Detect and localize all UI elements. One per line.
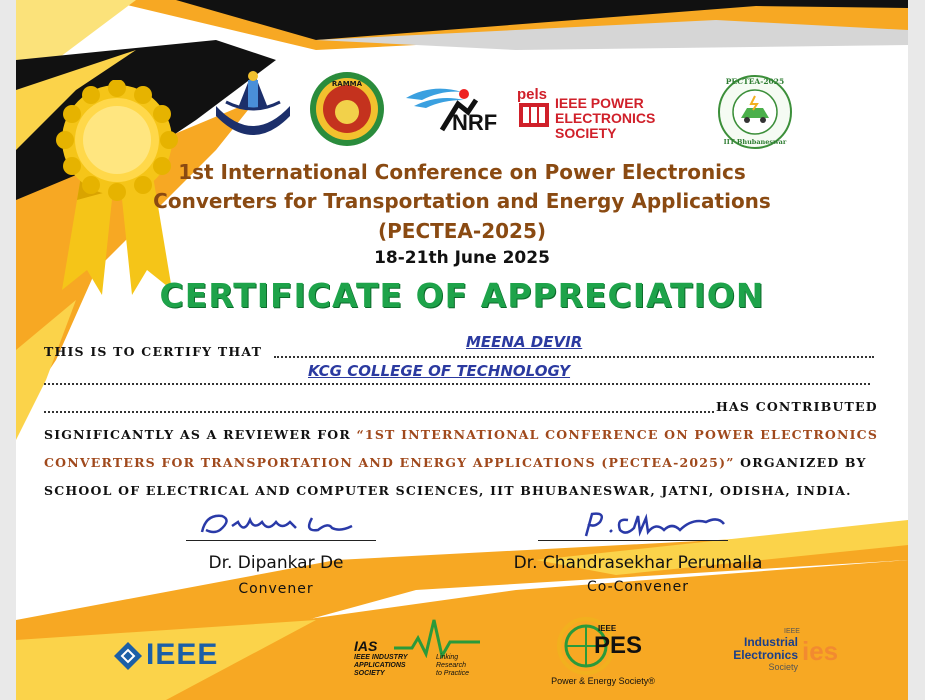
convener-role: Convener <box>238 581 314 597</box>
svg-text:RAMMA: RAMMA <box>331 80 363 88</box>
signature-convener <box>192 508 372 540</box>
pes-short: PES <box>594 632 643 659</box>
pectea-badge <box>717 74 793 150</box>
pels-logo <box>517 86 717 141</box>
ieee-logo <box>114 638 254 678</box>
pes-logo <box>538 614 668 690</box>
pectea-badge-bottom: IIT Bhubaneswar <box>723 138 787 146</box>
certificate <box>16 0 908 700</box>
name-dotted-line <box>274 356 874 358</box>
institution-name: KCG COLLEGE OF TECHNOLOGY <box>308 362 571 380</box>
ias-tagline2: Research <box>436 662 466 669</box>
has-contributed: HAS CONTRIBUTED <box>716 399 878 414</box>
ias-line3: SOCIETY <box>354 670 385 677</box>
ias-waveform-icon <box>392 618 482 658</box>
pels-emblem-icon <box>519 103 549 127</box>
pels-name-line1: IEEE POWER <box>555 95 644 111</box>
ias-line1: IEEE INDUSTRY <box>354 654 408 661</box>
body-line1 <box>44 427 879 442</box>
pectea-badge-top: PECTEA-2025 <box>725 77 785 86</box>
contribution-dotted-line <box>44 411 714 413</box>
signature-line-convener <box>186 540 376 541</box>
ies-line3: Society <box>768 662 798 672</box>
body-line3: SCHOOL OF ELECTRICAL AND COMPUTER SCIENCES, IIT BHUBANESWAR, JATNI, ODISHA, INDIA. <box>44 483 852 498</box>
ies-top: IEEE <box>784 628 800 635</box>
ias-logo <box>354 618 484 684</box>
signature-co-convener <box>576 508 736 540</box>
conference-title-line2: Converters for Transportation and Energy Applications <box>153 189 771 213</box>
co-convener-role: Co-Convener <box>586 579 689 595</box>
ias-tagline1: Linking <box>436 654 459 661</box>
institution-dotted-line <box>44 383 870 385</box>
ias-line2: APPLICATIONS <box>354 662 406 669</box>
pels-name-line2: ELECTRONICS SOCIETY <box>555 110 656 141</box>
conference-title-line1: 1st International Conference on Power Electronics <box>178 160 746 184</box>
ramma-logo-icon <box>308 70 386 148</box>
body-line2 <box>44 455 874 470</box>
signature-convener-scribble <box>192 508 372 540</box>
ies-mark: ies <box>802 636 839 666</box>
ias-short: IAS <box>354 638 378 654</box>
conference-title-line3: (PECTEA-2025) <box>377 219 547 243</box>
body-line1-conference: “1ST INTERNATIONAL CONFERENCE ON POWER ELECTRONICS <box>356 427 879 442</box>
ias-tagline3: to Practice <box>436 670 470 677</box>
nrf-logo <box>402 78 498 138</box>
certificate-heading: CERTIFICATE OF APPRECIATION <box>159 276 765 315</box>
pes-top: IEEE <box>598 624 617 633</box>
conference-dates: 18-21th June 2025 <box>374 248 550 268</box>
pels-short-text: pels <box>517 86 548 103</box>
convener-name: Dr. Dipankar De <box>208 553 344 573</box>
recipient-name: MEENA DEVIR <box>466 333 583 351</box>
body-line2-conference: CONVERTERS FOR TRANSPORTATION AND ENERGY APPLICATIONS (PECTEA-2025)” <box>44 455 735 470</box>
signature-line-co-convener <box>538 540 728 541</box>
ies-line1: Industrial <box>743 635 798 649</box>
iit-bhubaneswar-logo-icon <box>208 66 298 138</box>
certify-prefix-text: THIS IS TO CERTIFY THAT <box>44 344 263 359</box>
body-line2-suffix: ORGANIZED BY <box>740 455 867 470</box>
signature-co-convener-scribble <box>576 508 736 540</box>
ies-line2: Electronics <box>733 648 798 662</box>
body-line1-prefix: SIGNIFICANTLY AS A REVIEWER FOR <box>44 427 351 442</box>
nrf-text: NRF <box>452 110 498 135</box>
ieee-text: IEEE <box>146 638 219 671</box>
co-convener-name: Dr. Chandrasekhar Perumalla <box>513 553 763 573</box>
ies-logo <box>724 628 864 678</box>
pes-full: Power & Energy Society® <box>551 676 655 686</box>
ieee-diamond-icon <box>114 642 142 670</box>
